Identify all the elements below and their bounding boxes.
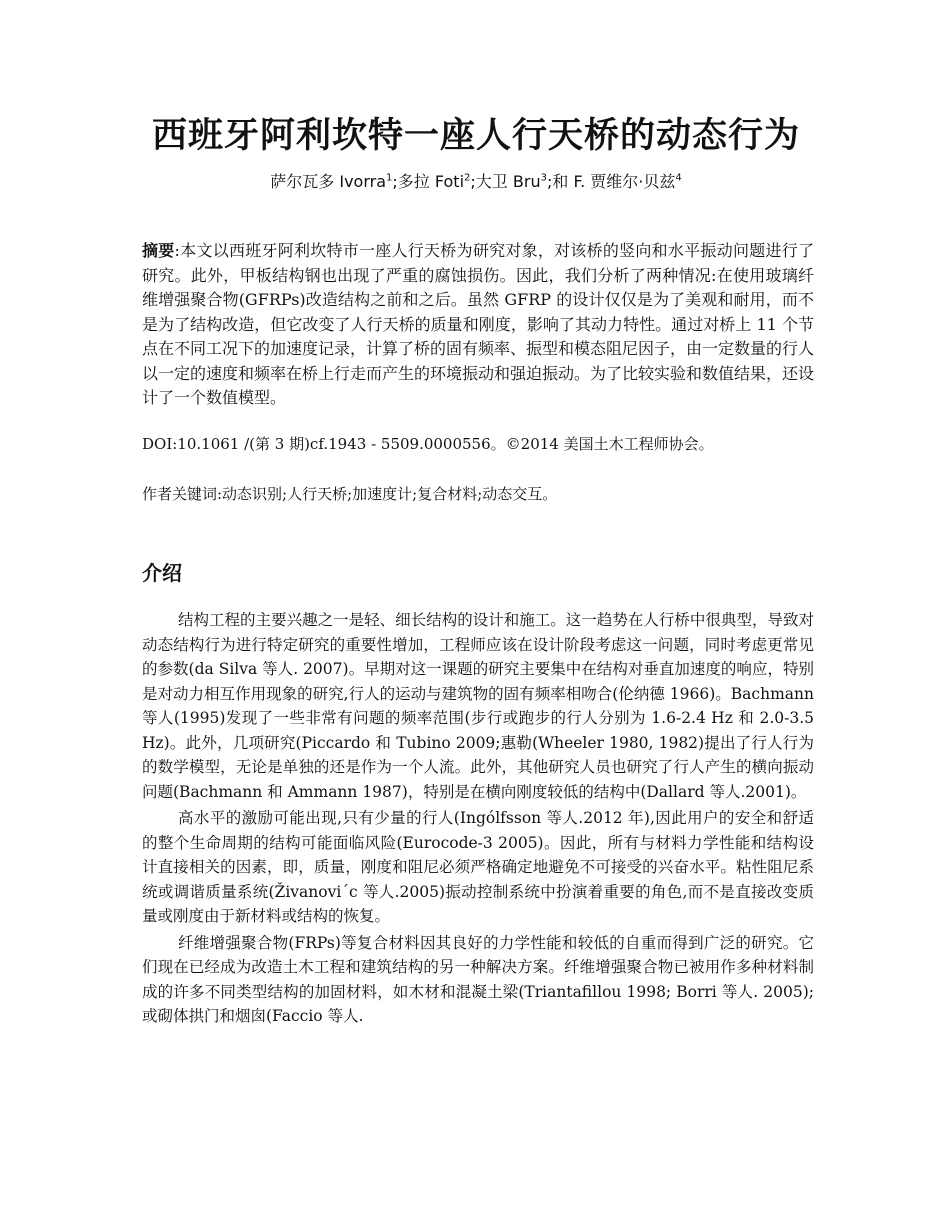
doi-line: DOI:10.1061 /(第 3 期)cf.1943 - 5509.0000556。©2014 美国土木工程师协会。 [142,435,714,453]
body-paragraph: 纤维增强聚合物(FRPs)等复合材料因其良好的力学性能和较低的自重而得到广泛的研究。它们现在已经成为改造土木工程和建筑结构的另一种解决方案。纤维增强聚合物已被用作多种材料制成的许多不同类型结构的加固材料，如木材和混凝土梁(Triantafillou 1998; Borri 等人. 2005);或砌体拱门和烟囱(Faccio 等人. [142,933,814,1025]
abstract-text: :本文以西班牙阿利坎特市一座人行天桥为研究对象，对该桥的竖向和水平振动问题进行了研究。此外，甲板结构钢也出现了严重的腐蚀损伤。因此，我们分析了两种情况:在使用玻璃纤维增强聚合物(GFRPs)改造结构之前和之后。虽然 GFRP 的设计仅仅是为了美观和耐用，而不是为了结构改造，但它改变了人行天桥的质量和刚度，影响了其动力特性。通过对桥上 11 个节点在不同工况下的加速度记录，计算了桥的固有频率、振型和模态阻尼因子，由一定数量的行人以一定的速度和频率在桥上行走而产生的环境振动和强迫振动。为了比较实验和数值结果，还设计了一个数值模型。 [142,241,815,407]
body-paragraph: 结构工程的主要兴趣之一是轻、细长结构的设计和施工。这一趋势在人行桥中很典型，导致对动态结构行为进行特定研究的重要性增加，工程师应该在设计阶段考虑这一问题，同时考虑更常见的参数(da Silva 等人. 2007)。早期对这一课题的研究主要集中在结构对垂直加速度的响应，特别是对动力相互作用现象的研究,行人的运动与建筑物的固有频率相吻合(伦纳德 1966)。Bachmann 等人(1995)发现了一些非常有问题的频率范围(步行或跑步的行人分别为 1.6-2.4 Hz 和 2.0-3.5 Hz)。此外，几项研究(Piccardo 和 Tubino 2009;惠勒(Wheeler 1980, 1982)提出了行人行为的数学模型，无论是单独的还是作为一个人流。此外，其他研究人员也研究了行人产生的横向振动问题(Bachmann 和 Ammann 1987)，特别是在横向刚度较低的结构中(Dallard 等人.2001)。 [142,611,814,801]
author-name: ;大卫 Bru [470,172,541,191]
abstract-label: 摘要 [142,241,175,260]
author-affiliation-mark: 2 [464,172,471,184]
author-list [0,171,952,193]
author-keywords: 作者关键词:动态识别;人行天桥;加速度计;复合材料;动态交互。 [142,485,558,503]
author-affiliation-mark: 4 [675,172,682,184]
section-heading-introduction: 介绍 [142,561,182,585]
author-name: 萨尔瓦多 Ivorra [270,172,387,191]
author-affiliation-mark: 3 [540,172,547,184]
body-paragraph: 高水平的激励可能出现,只有少量的行人(Ingólfsson 等人.2012 年),因此用户的安全和舒适的整个生命周期的结构可能面临风险(Eurocode-3 2005)。因此，所有与材料力学性能和结构设计直接相关的因素，即，质量，刚度和阻尼必须严格确定地避免不可接受的兴奋水平。粘性阻尼系统或调谐质量系统(Živanovi´c 等人.2005)振动控制系统中扮演着重要的角色,而不是直接改变质量或刚度由于新材料或结构的恢复。 [142,809,814,925]
author-affiliation-mark: 1 [386,172,393,184]
abstract [142,239,814,411]
author-name: ;和 F. 贾维尔·贝兹 [546,172,676,191]
introduction-body [142,608,814,1031]
paper-title: 西班牙阿利坎特一座人行天桥的动态行为 [151,116,800,156]
author-name: ;多拉 Foti [392,172,465,191]
